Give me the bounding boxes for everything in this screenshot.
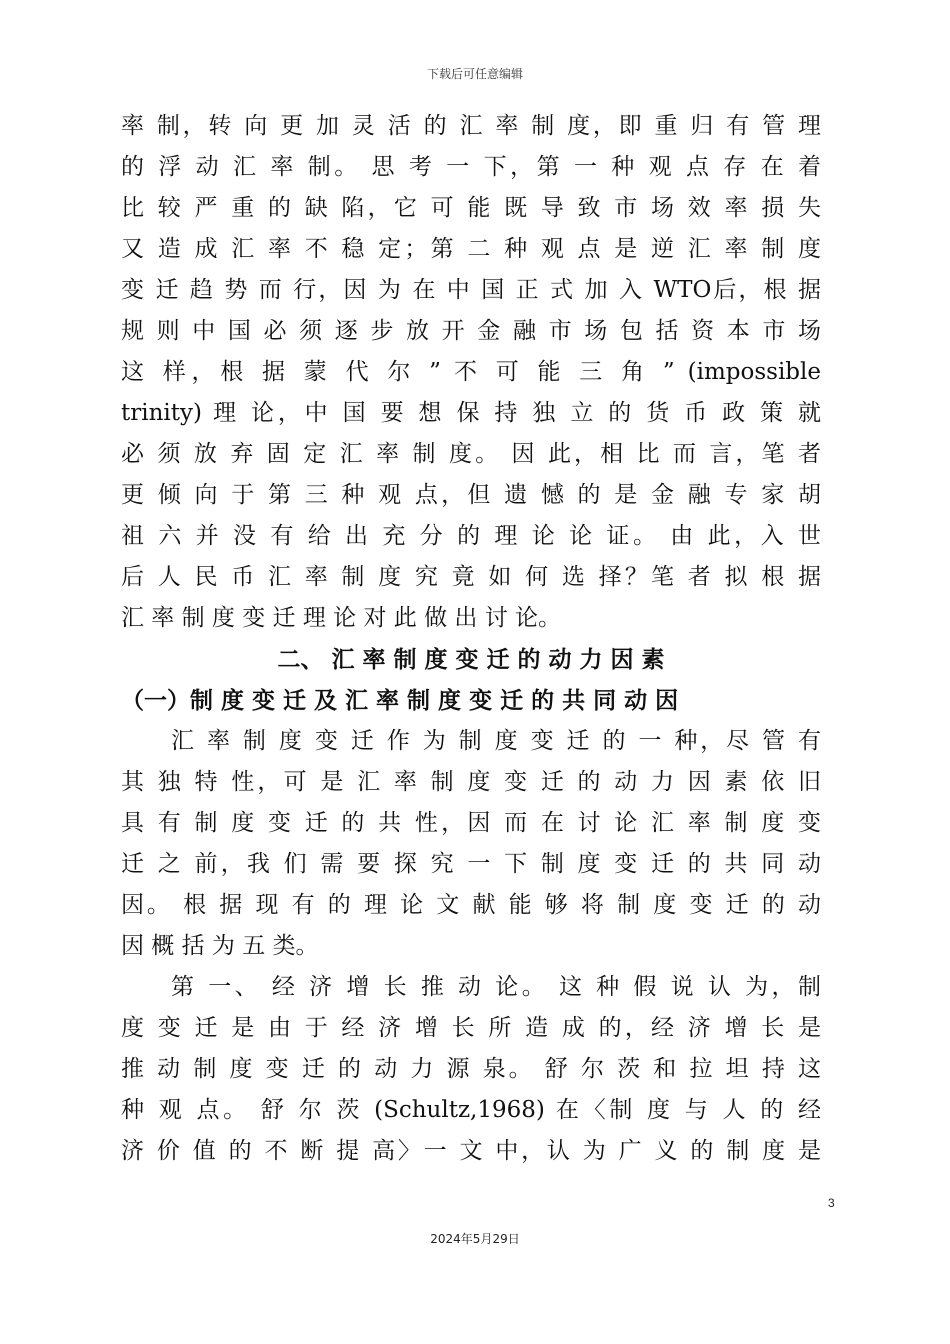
text-line: 又 造 成 汇 率 不 稳 定；第 二 种 观 点 是 逆 汇 率 制 度 — [121, 236, 821, 262]
text-line: 迁 之 前，我 们 需 要 探 究 一 下 制 度 变 迁 的 共 同 动 — [121, 851, 821, 877]
text-line: 变 迁 趋 势 而 行，因 为 在 中 国 正 式 加 入 WTO后，根 据 — [121, 277, 821, 303]
text-line: 比 较 严 重 的 缺 陷，它 可 能 既 导 致 市 场 效 率 损 失 — [121, 195, 821, 221]
text-line: 汇 率 制 度 变 迁 理 论 对 此 做 出 讨 论。 — [121, 605, 562, 631]
text-line: 更 倾 向 于 第 三 种 观 点，但 遗 憾 的 是 金 融 专 家 胡 — [121, 482, 821, 508]
paragraph-3 — [121, 967, 821, 1172]
subsection-heading: （一）制 度 变 迁 及 汇 率 制 度 变 迁 的 共 同 动 因 — [121, 687, 679, 714]
text-line: 祖 六 并 没 有 给 出 充 分 的 理 论 论 证。 由 此，入 世 — [121, 523, 821, 549]
text-line: 具 有 制 度 变 迁 的 共 性，因 而 在 讨 论 汇 率 制 度 变 — [121, 810, 821, 836]
text-line: 因 概 括 为 五 类。 — [121, 933, 319, 959]
text-line: 这 样，根 据 蒙 代 尔 ” 不 可 能 三 角 ” (impossible — [121, 359, 821, 385]
text-line: 必 须 放 弃 固 定 汇 率 制 度。 因 此，相 比 而 言，笔 者 — [121, 441, 821, 467]
text-line: 汇 率 制 度 变 迁 作 为 制 度 变 迁 的 一 种，尽 管 有 — [171, 728, 821, 754]
text-line: 因。 根 据 现 有 的 理 论 文 献 能 够 将 制 度 变 迁 的 动 — [121, 892, 821, 918]
text-line: trinity) 理 论，中 国 要 想 保 持 独 立 的 货 币 政 策 就 — [121, 400, 821, 426]
text-line: 度 变 迁 是 由 于 经 济 增 长 所 造 成 的，经 济 增 长 是 — [121, 1015, 821, 1041]
paragraph-2 — [121, 721, 821, 967]
paragraph-1 — [121, 106, 821, 639]
text-line: 规 则 中 国 必 须 逐 步 放 开 金 融 市 场 包 括 资 本 市 场 — [121, 318, 821, 344]
document-body — [121, 106, 821, 1172]
footer-date: 2024年5月29日 — [430, 1232, 520, 1246]
page-header: 下载后可任意编辑 — [426, 67, 523, 81]
text-line: 种 观 点。 舒 尔 茨 (Schultz,1968) 在〈制 度 与 人 的 经 — [121, 1097, 821, 1123]
text-line: 后 人 民 币 汇 率 制 度 究 竟 如 何 选 择？笔 者 拟 根 据 — [121, 564, 821, 590]
text-line: 推 动 制 度 变 迁 的 动 力 源 泉。 舒 尔 茨 和 拉 坦 持 这 — [121, 1056, 821, 1082]
section-heading: 二、 汇 率 制 度 变 迁 的 动 力 因 素 — [277, 646, 665, 673]
text-line: 第 一、 经 济 增 长 推 动 论。 这 种 假 说 认 为，制 — [171, 974, 821, 1000]
page-number: 3 — [828, 1196, 835, 1210]
text-line: 的 浮 动 汇 率 制。 思 考 一 下，第 一 种 观 点 存 在 着 — [121, 154, 821, 180]
text-line: 其 独 特 性，可 是 汇 率 制 度 变 迁 的 动 力 因 素 依 旧 — [121, 769, 821, 795]
text-line: 率 制，转 向 更 加 灵 活 的 汇 率 制 度，即 重 归 有 管 理 — [121, 113, 821, 139]
text-line: 济 价 值 的 不 断 提 高〉一 文 中，认 为 广 义 的 制 度 是 — [121, 1138, 821, 1164]
